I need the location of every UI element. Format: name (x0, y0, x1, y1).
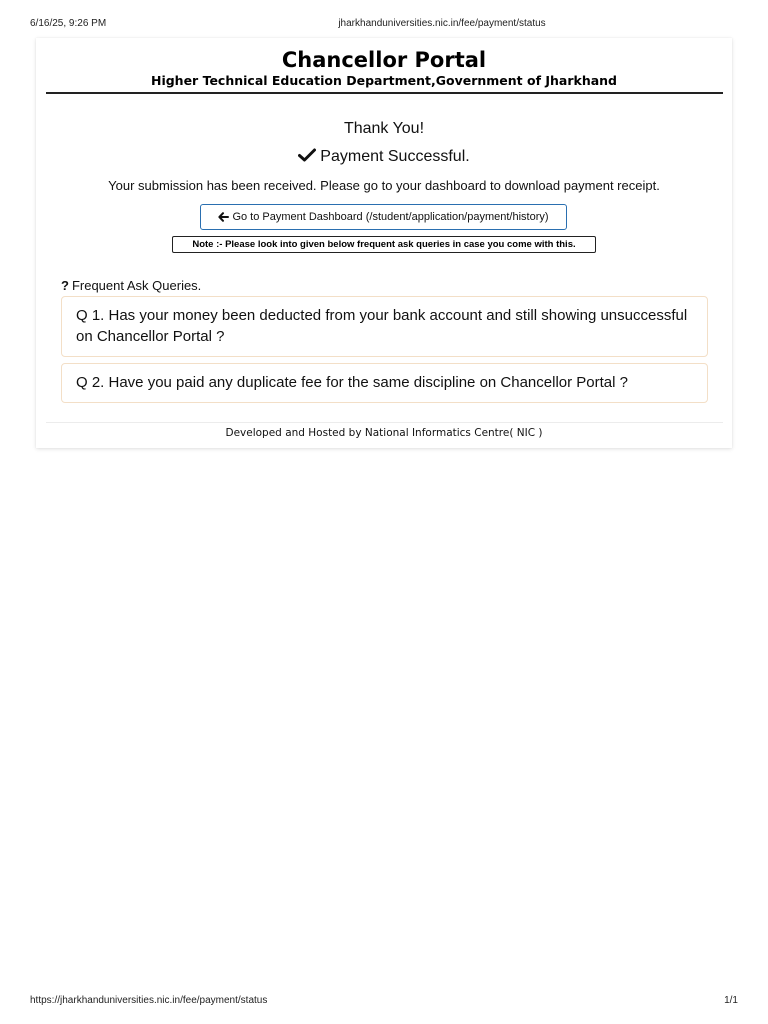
payment-status-text: Payment Successful. (320, 148, 470, 165)
thank-you-heading: Thank You! (343, 120, 425, 137)
dashboard-button-label: Go to Payment Dashboard (/student/application/payment/history) (232, 211, 549, 223)
payment-status (36, 148, 732, 166)
portal-title: Chancellor Portal (281, 48, 487, 72)
print-header (0, 18, 768, 32)
page-number: 1/1 (724, 995, 738, 1006)
arrow-left-icon (218, 212, 229, 222)
footer-credit: Developed and Hosted by National Informatics Centre( NIC ) (225, 427, 543, 439)
faq-item-text: Q 2. Have you paid any duplicate fee for the same discipline on Chancellor Portal ? (76, 374, 628, 391)
submission-message: Your submission has been received. Please go to your dashboard to download payment receipt. (108, 178, 660, 193)
faq-item-text: Q 1. Has your money been deducted from your bank account and still showing unsuccessful on Chancellor Portal ? (76, 307, 688, 345)
faq-item-2[interactable] (61, 363, 708, 403)
print-footer-url: https://jharkhanduniversities.nic.in/fee/payment/status (30, 995, 268, 1006)
header-divider (46, 92, 723, 94)
faq-item-1[interactable] (61, 296, 708, 357)
faq-note: Note :- Please look into given below frequent ask queries in case you come with this. (172, 236, 596, 253)
check-icon (298, 148, 316, 162)
print-header-url: jharkhanduniversities.nic.in/fee/payment/status (338, 18, 546, 29)
footer-divider (46, 422, 723, 423)
print-footer (0, 995, 768, 1009)
question-icon: ? (61, 278, 69, 293)
print-datetime: 6/16/25, 9:26 PM (30, 18, 107, 29)
faq-heading-text: Frequent Ask Queries. (71, 278, 202, 293)
faq-heading (61, 278, 201, 293)
portal-subtitle: Higher Technical Education Department,Government of Jharkhand (150, 73, 618, 88)
go-to-payment-dashboard-button[interactable] (200, 204, 567, 230)
portal-card (36, 38, 732, 448)
